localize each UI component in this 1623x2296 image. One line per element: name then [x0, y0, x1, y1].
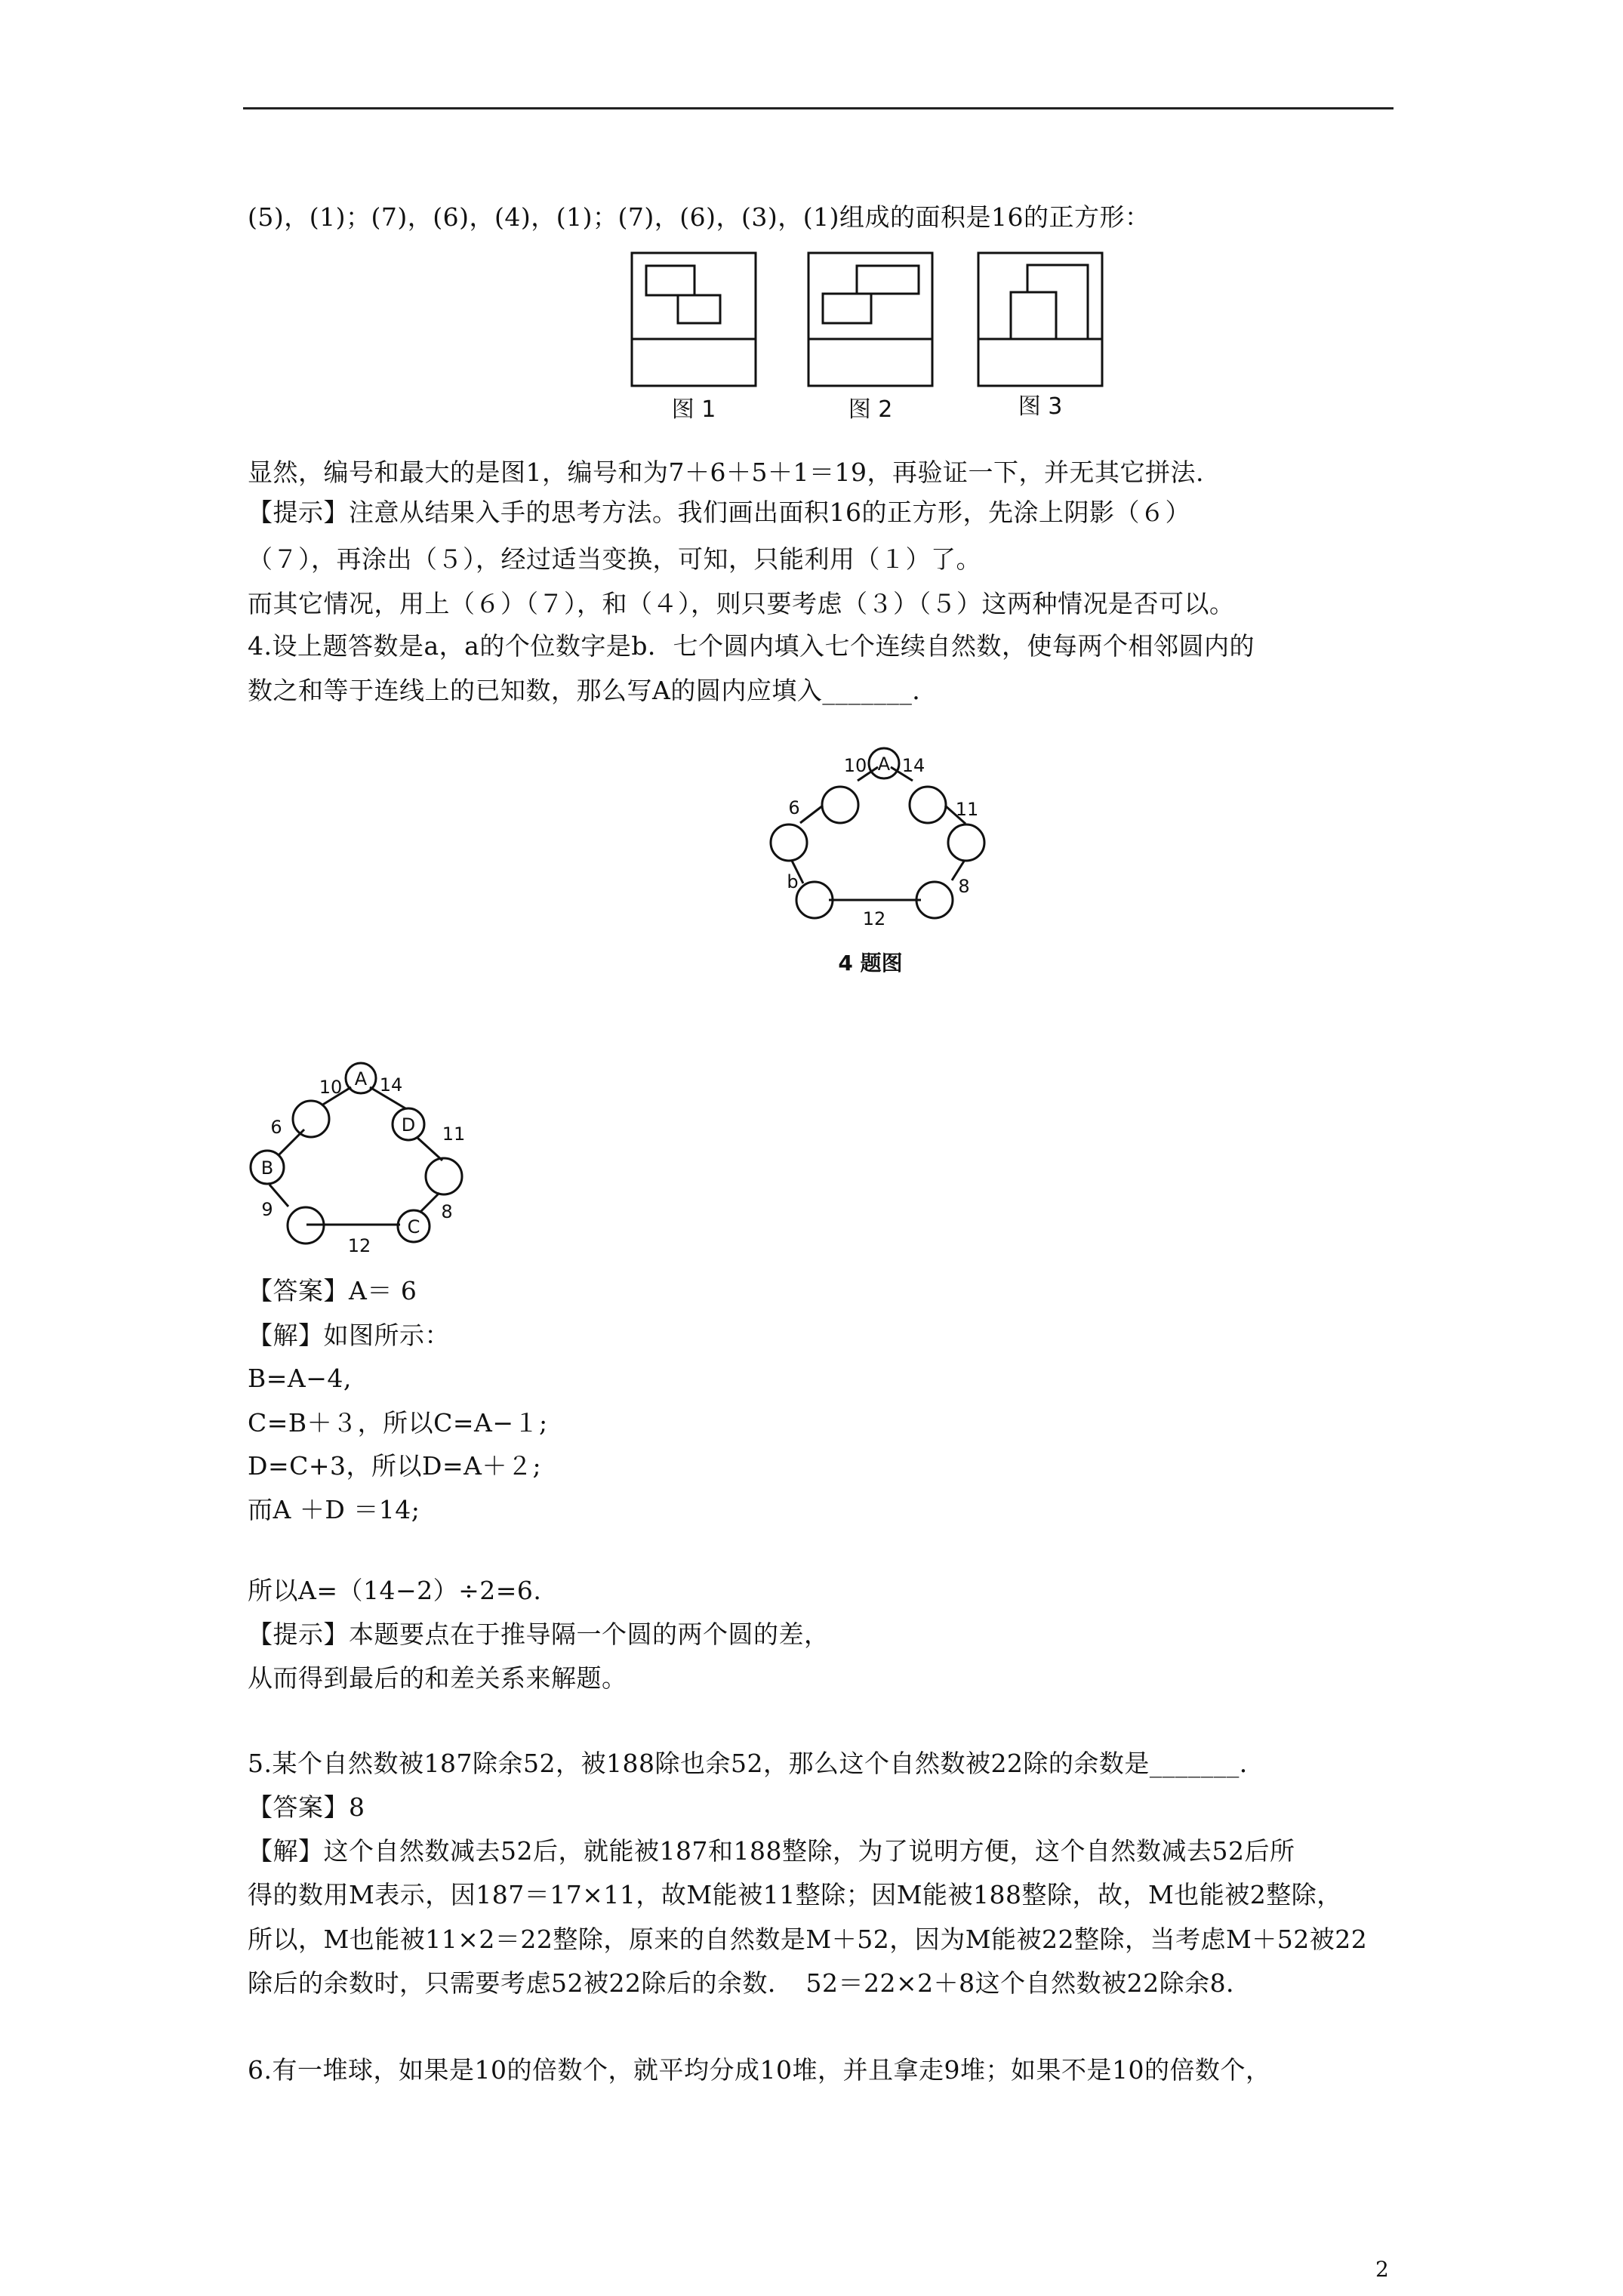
circle-A-label: A: [877, 754, 891, 775]
edge-label: 9: [261, 1199, 273, 1220]
edge-label: b: [787, 871, 799, 892]
text-line: (5)，(1)；(7)，(6)，(4)，(1)；(7)，(6)，(3)，(1)组成的面积是16的正方形：: [248, 202, 1150, 232]
edge-label: 8: [958, 876, 970, 897]
edge-label: 14: [379, 1074, 403, 1096]
text-line: 而A ＋D ＝14;: [248, 1495, 420, 1524]
circle: [796, 882, 833, 918]
circle: [293, 1101, 329, 1137]
text-line: 而其它情况，用上（６）（７），和（４），则只要考虑（３）（５）这两种情况是否可以。: [248, 589, 1235, 618]
page-number: 2: [1375, 2257, 1389, 2282]
text-line: D=C+3，所以D=A＋２;: [248, 1451, 542, 1481]
square-fig1-caption: 图 1: [671, 396, 716, 423]
circle-A-label: A: [354, 1068, 368, 1089]
edge-label: 6: [788, 797, 800, 818]
text-line: 4.设上题答数是a，a的个位数字是b．七个圆内填入七个连续自然数，使每两个相邻圆内的: [248, 631, 1255, 661]
square-fig3-caption: 图 3: [1018, 393, 1063, 420]
text-line: 所以，M也能被11×2＝22整除，原来的自然数是M＋52，因为M能被22整除，当考虑M＋52被22: [248, 1925, 1368, 1954]
text-line: 5.某个自然数被187除余52，被188除也余52，那么这个自然数被22除的余数是_______．: [248, 1749, 1265, 1778]
text-line: C=B＋３，所以C=A−１;: [248, 1408, 548, 1438]
square-figures: [619, 248, 1132, 429]
text-line: （７），再涂出（５），经过适当变换，可知，只能利用（１）了。: [248, 544, 981, 574]
circle: [771, 824, 807, 861]
edge-label: 10: [843, 755, 867, 776]
circle: [822, 787, 858, 823]
header-rule: [243, 107, 1394, 109]
circle-C-label: C: [407, 1216, 420, 1237]
text-line: 从而得到最后的和差关系来解题。: [248, 1663, 627, 1693]
problem4-figure: [755, 740, 1004, 989]
circle-B-label: B: [260, 1157, 274, 1179]
edge-label: 11: [955, 799, 979, 820]
circle: [426, 1158, 462, 1194]
circle: [948, 824, 984, 861]
circle-D-label: D: [401, 1114, 416, 1136]
edge-label: 8: [441, 1201, 453, 1222]
square-fig2-caption: 图 2: [848, 396, 893, 423]
edge-label: 10: [319, 1077, 343, 1098]
text-line: 【解】如图所示：: [248, 1321, 450, 1350]
text-line: 【提示】注意从结果入手的思考方法。我们画出面积16的正方形，先涂上阴影（６）: [248, 498, 1190, 527]
text-line: 除后的余数时，只需要考虑52被22除后的余数． 52＝22×2＋8这个自然数被22除余8．: [248, 1968, 1252, 1998]
text-line: 所以A=（14−2）÷2=6.: [248, 1576, 542, 1605]
square-fig3-outline: [978, 253, 1102, 386]
text-line: 显然，编号和最大的是图1，编号和为7＋6＋5＋1＝19，再验证一下，并无其它拼法.: [248, 458, 1204, 487]
circle: [916, 882, 953, 918]
text-line: 【答案】A＝ 6: [248, 1276, 417, 1305]
solution-figure: [240, 1053, 489, 1265]
edge-label: 14: [901, 755, 925, 776]
figure-caption: 4 题图: [838, 951, 903, 975]
text-line: 【提示】本题要点在于推导隔一个圆的两个圆的差，: [248, 1620, 830, 1649]
edge-label: 12: [862, 908, 886, 929]
text-line: 6.有一堆球，如果是10的倍数个，就平均分成10堆，并且拿走9堆；如果不是10的倍数个，: [248, 2055, 1271, 2085]
text-line: 得的数用M表示，因187＝17×11，故M能被11整除；因M能被188整除，故，M也能被2整除，: [248, 1880, 1342, 1909]
edge-label: 12: [347, 1235, 371, 1256]
edge-label: 6: [270, 1117, 282, 1138]
square-fig3-pieces: [1011, 265, 1088, 339]
text-line: B=A−4,: [248, 1364, 352, 1393]
edge-label: 11: [442, 1123, 466, 1145]
text-line: 数之和等于连线上的已知数，那么写A的圆内应填入_______．: [248, 676, 938, 705]
circle: [910, 787, 946, 823]
text-line: 【解】这个自然数减去52后，就能被187和188整除，为了说明方便，这个自然数减去52后所: [248, 1836, 1295, 1866]
text-line: 【答案】8: [248, 1792, 365, 1822]
